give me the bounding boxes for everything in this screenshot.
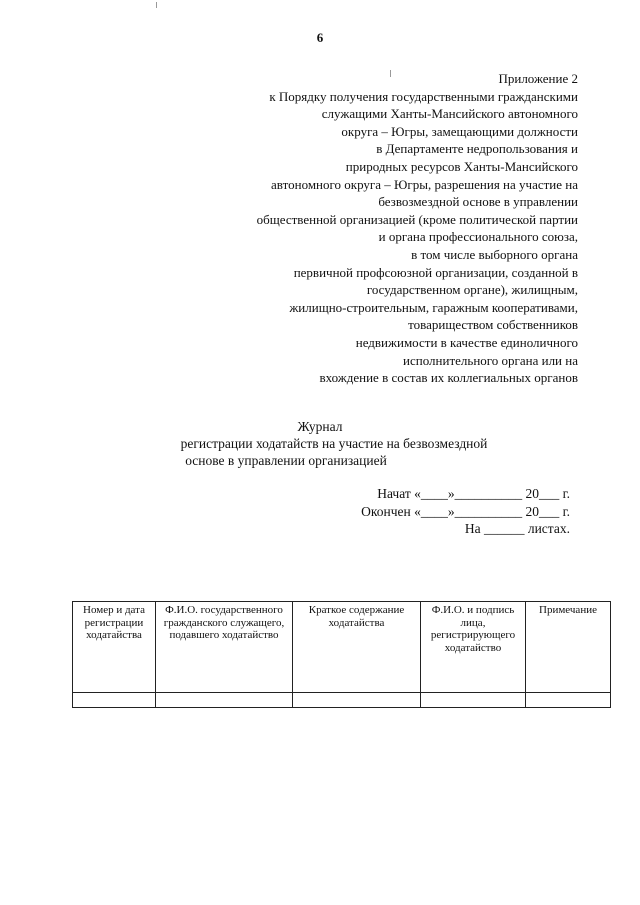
appendix-line: в том числе выборного органа xyxy=(411,246,578,262)
appendix-line: товариществом собственников xyxy=(408,317,578,333)
journal-period xyxy=(361,485,570,538)
column-header: Ф.И.О. и подпись лица, регистрирующего ходатайство xyxy=(421,602,526,693)
sheets-count-line: На ______ листах. xyxy=(464,521,570,536)
column-header: Номер и дата регистрации ходатайства xyxy=(73,602,156,693)
table-header-row xyxy=(73,602,611,693)
appendix-line: природных ресурсов Ханты-Мансийского xyxy=(345,158,578,174)
appendix-line: и органа профессионального союза, xyxy=(378,229,578,245)
table-row xyxy=(73,693,611,708)
table-cell[interactable] xyxy=(526,693,611,708)
journal-subtitle-line: основе в управлении организацией xyxy=(185,453,387,468)
appendix-line: в Департаменте недропользования и xyxy=(376,141,578,157)
appendix-line: автономного округа – Югры, разрешения на участие на xyxy=(271,176,578,192)
scan-artifact xyxy=(156,2,157,8)
table-cell[interactable] xyxy=(73,693,156,708)
appendix-line: недвижимости в качестве единоличного xyxy=(355,334,578,350)
journal-title: Журнал xyxy=(297,419,343,434)
appendix-line: государственном органе), жилищным, xyxy=(366,282,578,298)
appendix-line: служащими Ханты-Мансийского автономного xyxy=(321,106,578,122)
column-header: Краткое содержание ходатайства xyxy=(293,602,421,693)
journal-subtitle-line: регистрации ходатайств на участие на безвозмездной xyxy=(180,436,488,451)
column-header: Примечание xyxy=(526,602,611,693)
appendix-line: первичной профсоюзной организации, созданной в xyxy=(293,264,578,280)
appendix-line: округа – Югры, замещающими должности xyxy=(341,123,578,139)
table-cell[interactable] xyxy=(293,693,421,708)
registration-table xyxy=(72,601,611,708)
appendix-line: жилищно-строительным, гаражным кооперативами, xyxy=(289,299,578,315)
appendix-line: Приложение 2 xyxy=(498,71,578,86)
appendix-line: к Порядку получения государственными гражданскими xyxy=(269,88,578,104)
started-date-line: Начат «____»__________ 20___ г. xyxy=(377,486,570,501)
appendix-line: безвозмездной основе в управлении xyxy=(378,194,578,210)
table-cell[interactable] xyxy=(421,693,526,708)
scan-artifact xyxy=(390,70,391,77)
page-number: 6 xyxy=(316,30,324,45)
appendix-header xyxy=(158,70,578,387)
appendix-line: исполнительного органа или на xyxy=(403,352,578,368)
column-header: Ф.И.О. государственного гражданского служащего, подавшего ходатайство xyxy=(156,602,293,693)
journal-heading xyxy=(0,418,640,469)
appendix-line: вхождение в состав их коллегиальных органов xyxy=(319,370,578,386)
table-cell[interactable] xyxy=(156,693,293,708)
finished-date-line: Окончен «____»__________ 20___ г. xyxy=(361,503,570,519)
appendix-line: общественной организацией (кроме политической партии xyxy=(256,211,578,227)
